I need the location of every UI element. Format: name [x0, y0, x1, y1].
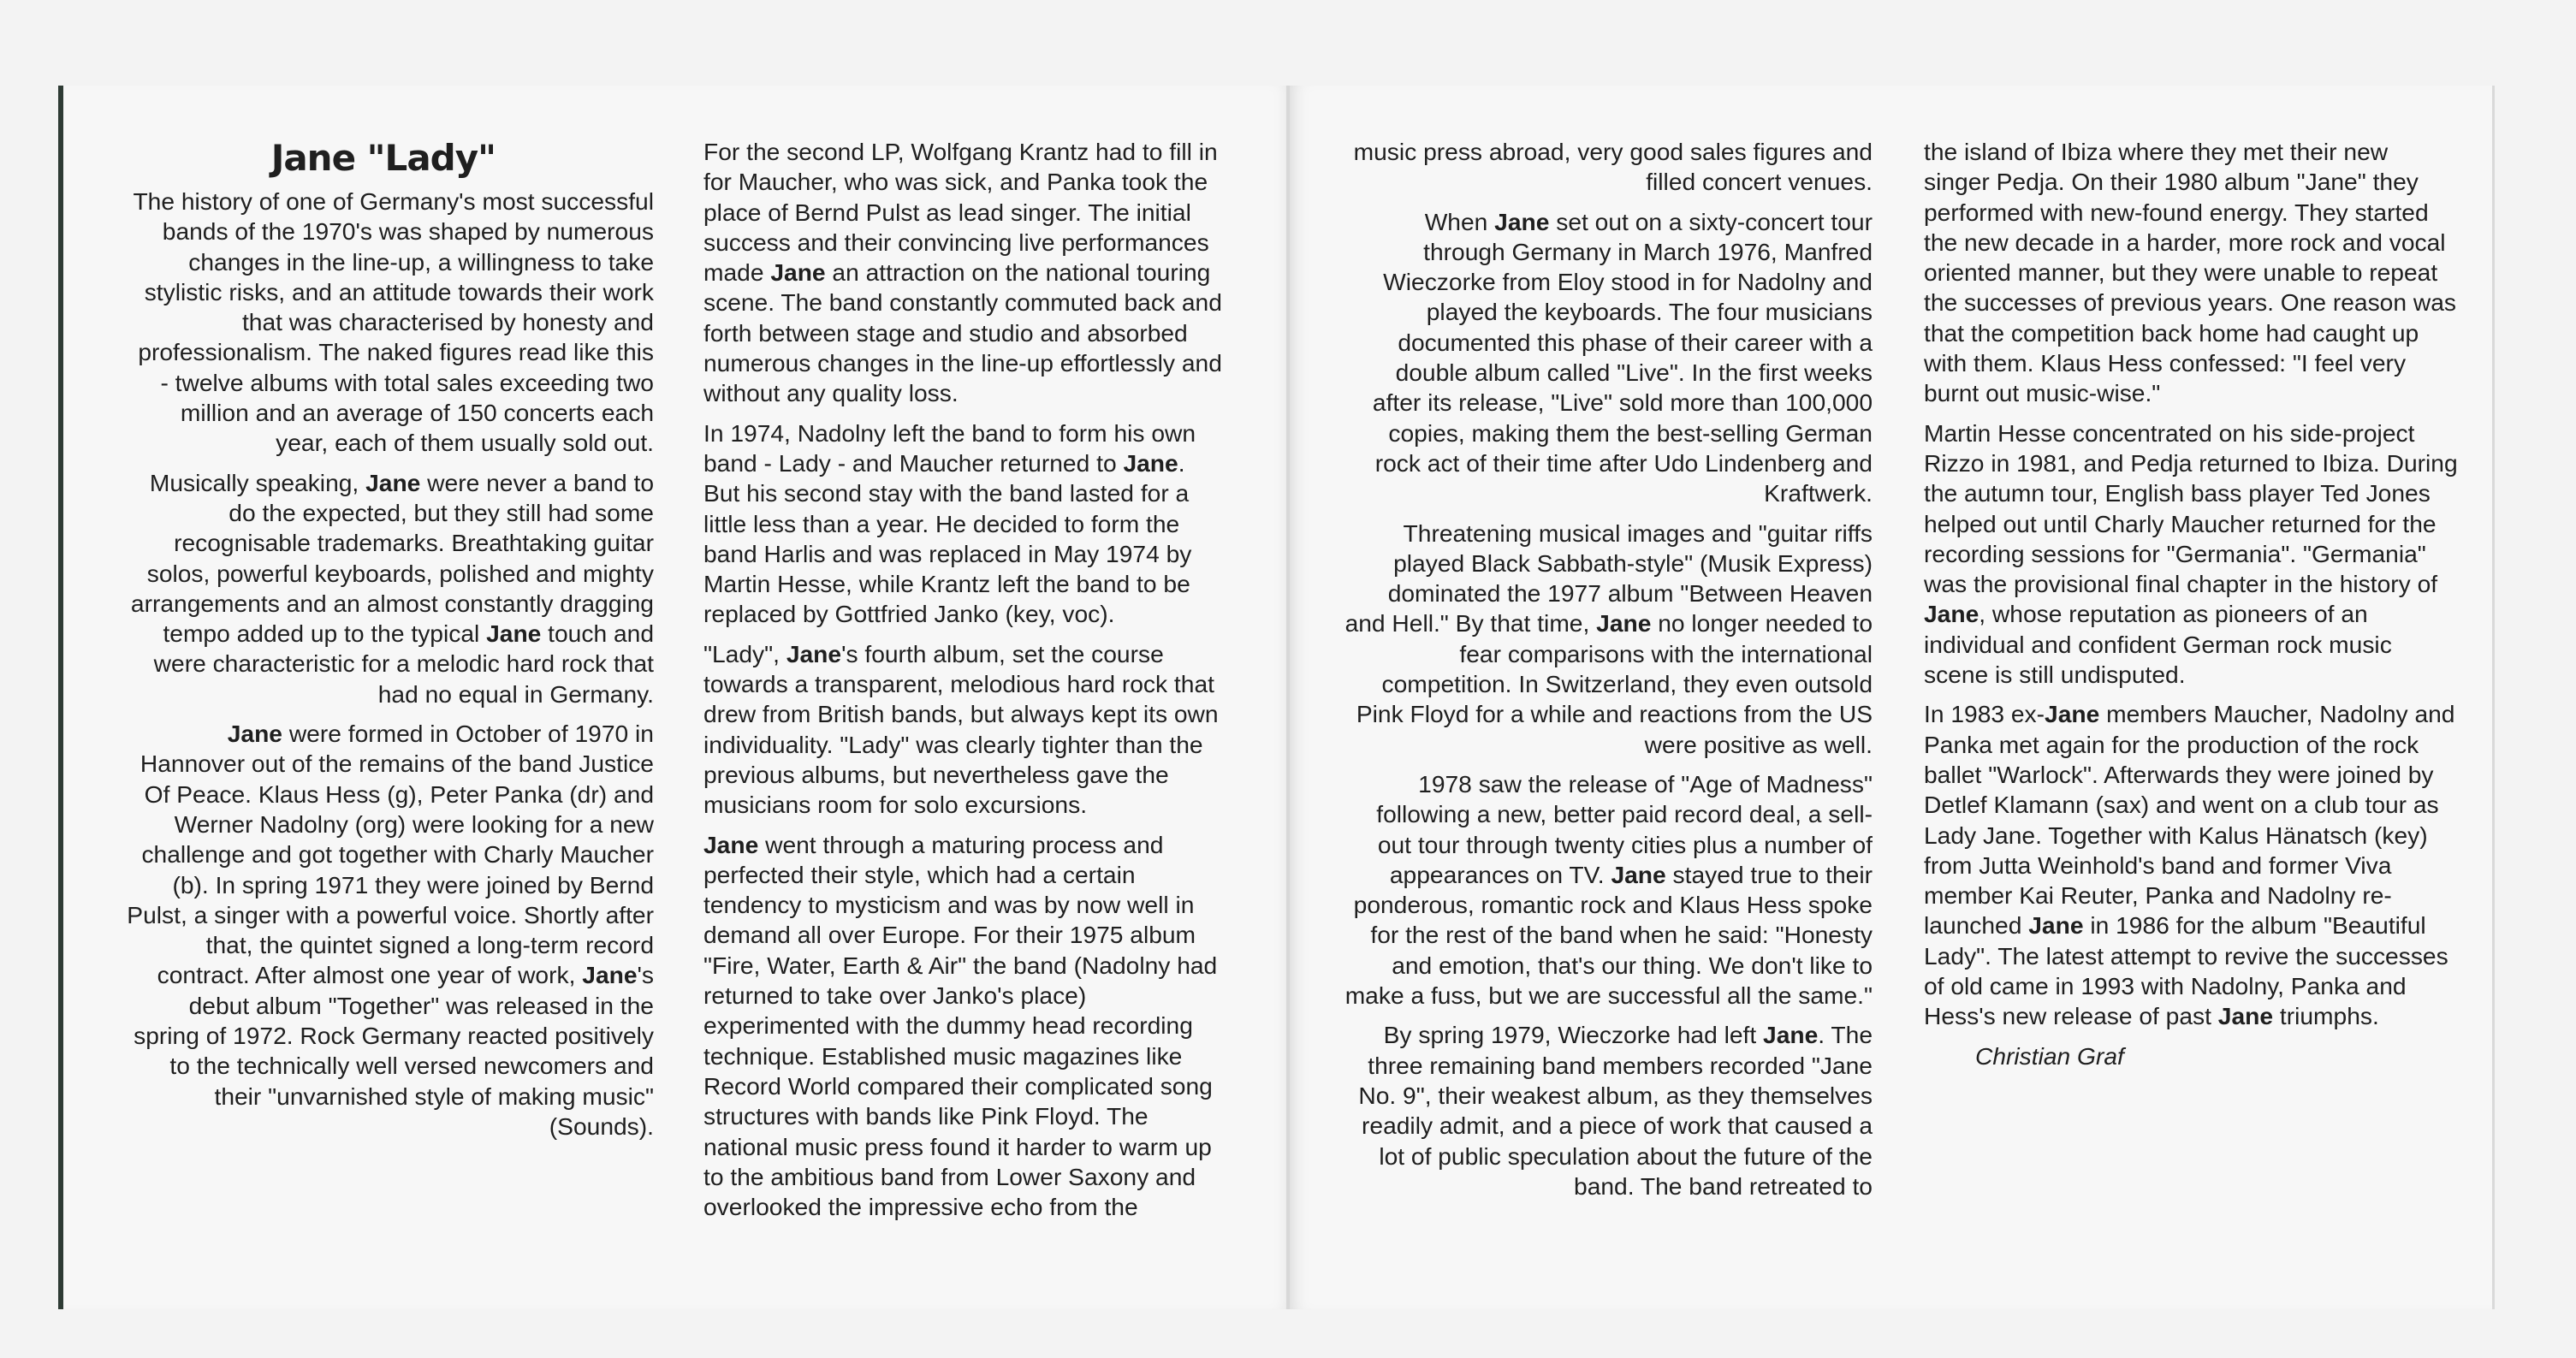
paragraph: Jane were formed in October of 1970 in Hannover out of the remains of the band Justice Of Peace. Klaus Hess (g), Peter Panka (dr) and Werner Nadolny (org) were looking for a new challenge and got together with Charly Maucher (b). In spring 1971 they were joined by Bernd Pulst, a singer with a powerful voice. Shortly after that, the quintet signed a long-term record contract. After almost one year of work, Jane's debut album "Together" was released in the spring of 1972. Rock Germany reacted positively to the technically well versed newcomers and their "unvarnished style of making music" (Sounds). [127, 720, 654, 1140]
paragraph: "Lady", Jane's fourth album, set the course towards a transparent, melodious hard rock that drew from British bands, but always kept its own individuality. "Lady" was clearly tighter than the previous albums, but nevertheless gave the musicians room for solo excursions. [703, 639, 1219, 819]
text-column-3 [1344, 137, 1873, 1211]
text-column-2 [703, 137, 1227, 1231]
paragraph: By spring 1979, Wieczorke had left Jane. The three remaining band members recorded "Jane No. 9", their weakest album, as they themselves readily admit, and a piece of work that caused a lot of public speculation about the future of the band. The band retreated to [1358, 1021, 1873, 1200]
booklet-spine [1286, 86, 1290, 1309]
author-signature: Christian Graf [1975, 1041, 2124, 1070]
paragraph: Martin Hesse concentrated on his side-project Rizzo in 1981, and Pedja returned to Ibiza. During the autumn tour, English bass player Ted Jones helped out until Charly Maucher returned for the recording sessions for "Germania". "Germania" was the provisional final chapter in the history of Jane, whose reputation as pioneers of an individual and confident German rock music scene is still undisputed. [1924, 418, 2458, 689]
paragraph: Threatening musical images and "guitar riffs played Black Sabbath-style" (Musik Express) dominated the 1977 album "Between Heaven and Hell." By that time, Jane no longer needed to fear comparisons with the international competition. In Switzerland, they even outsold Pink Floyd for a while and reactions from the US were positive as well. [1344, 519, 1873, 758]
article-title: Jane "Lady" [270, 137, 496, 179]
text-column-4 [1924, 137, 2458, 1071]
paragraph: 1978 saw the release of "Age of Madness" following a new, better paid record deal, a sell-out tour through twenty cities plus a number of appearances on TV. Jane stayed true to their ponderous, romantic rock and Klaus Hess spoke for the rest of the band when he said: "Honesty and emotion, that's our thing. We don't like to make a fuss, but we are successful all the same." [1344, 769, 1873, 1010]
paragraph: music press abroad, very good sales figures and filled concert venues. [1353, 138, 1873, 196]
paragraph: Jane went through a maturing process and perfected their style, which had a certain tendency to mysticism and was by now well in demand all over Europe. For their 1975 album "Fire, Water, Earth & Air" the band (Nadolny had returned to take over Janko's place) experimented with the dummy head recording technique. Established music magazines like Record World compared their complicated song structures with bands like Pink Floyd. The national music press found it harder to warm up to the ambitious band from Lower Saxony and overlooked the impressive echo from the [703, 830, 1218, 1221]
paragraph: Musically speaking, Jane were never a band to do the expected, but they still had some recognisable trademarks. Breathtaking guitar solos, powerful keyboards, polished and mighty arrangements and an almost constantly dragging tempo added up to the typical Jane touch and were characteristic for a melodic hard rock that had no equal in Germany. [130, 468, 654, 708]
paragraph: In 1974, Nadolny left the band to form his own band - Lady - and Maucher returned to Jane. But his second stay with the band lasted for a little less than a year. He decided to form the band Harlis and was replaced in May 1974 by Martin Hesse, while Krantz left the band to be replaced by Gottfried Janko (key, voc). [703, 418, 1196, 628]
paragraph: For the second LP, Wolfgang Krantz had to fill in for Maucher, who was sick, and Panka took the place of Bernd Pulst as lead singer. The initial success and their convincing live performances made Jane an attraction on the national touring scene. The band constantly commuted back and forth between stage and studio and absorbed numerous changes in the line-up effortlessly and without any quality loss. [703, 138, 1222, 407]
paragraph: The history of one of Germany's most successful bands of the 1970's was shaped by numerous changes in the line-up, a willingness to take stylistic risks, and an attitude towards their work that was characterised by honesty and professionalism. The naked figures read like this - twelve albums with total sales exceeding two million and an average of 150 concerts each year, each of them usually sold out. [133, 187, 654, 457]
paragraph: When Jane set out on a sixty-concert tour through Germany in March 1976, Manfred Wieczorke from Eloy stood in for Nadolny and played the keyboards. The four musicians documented this phase of their career with a double album called "Live". In the first weeks after its release, "Live" sold more than 100,000 copies, making them the best-selling German rock act of their time after Udo Lindenberg and Kraftwerk. [1372, 207, 1873, 507]
paragraph: In 1983 ex-Jane members Maucher, Nadolny and Panka met again for the production of the rock ballet "Warlock". Afterwards they were joined by Detlef Klamann (sax) and went on a club tour as Lady Jane. Together with Kalus Hänatsch (key) from Jutta Weinhold's band and former Viva member Kai Reuter, Panka and Nadolny re-launched Jane in 1986 for the album "Beautiful Lady". The latest attempt to revive the successes of old came in 1993 with Nadolny, Panka and Hess's new release of past Jane triumphs. [1924, 700, 2455, 1030]
paragraph: the island of Ibiza where they met their new singer Pedja. On their 1980 album "Jane" they performed with new-found energy. They started the new decade in a harder, more rock and vocal oriented manner, but they were unable to repeat the successes of previous years. One reason was that the competition back home had caught up with them. Klaus Hess confessed: "I feel very burnt out music-wise." [1924, 138, 2456, 407]
text-column-1 [127, 137, 654, 1151]
